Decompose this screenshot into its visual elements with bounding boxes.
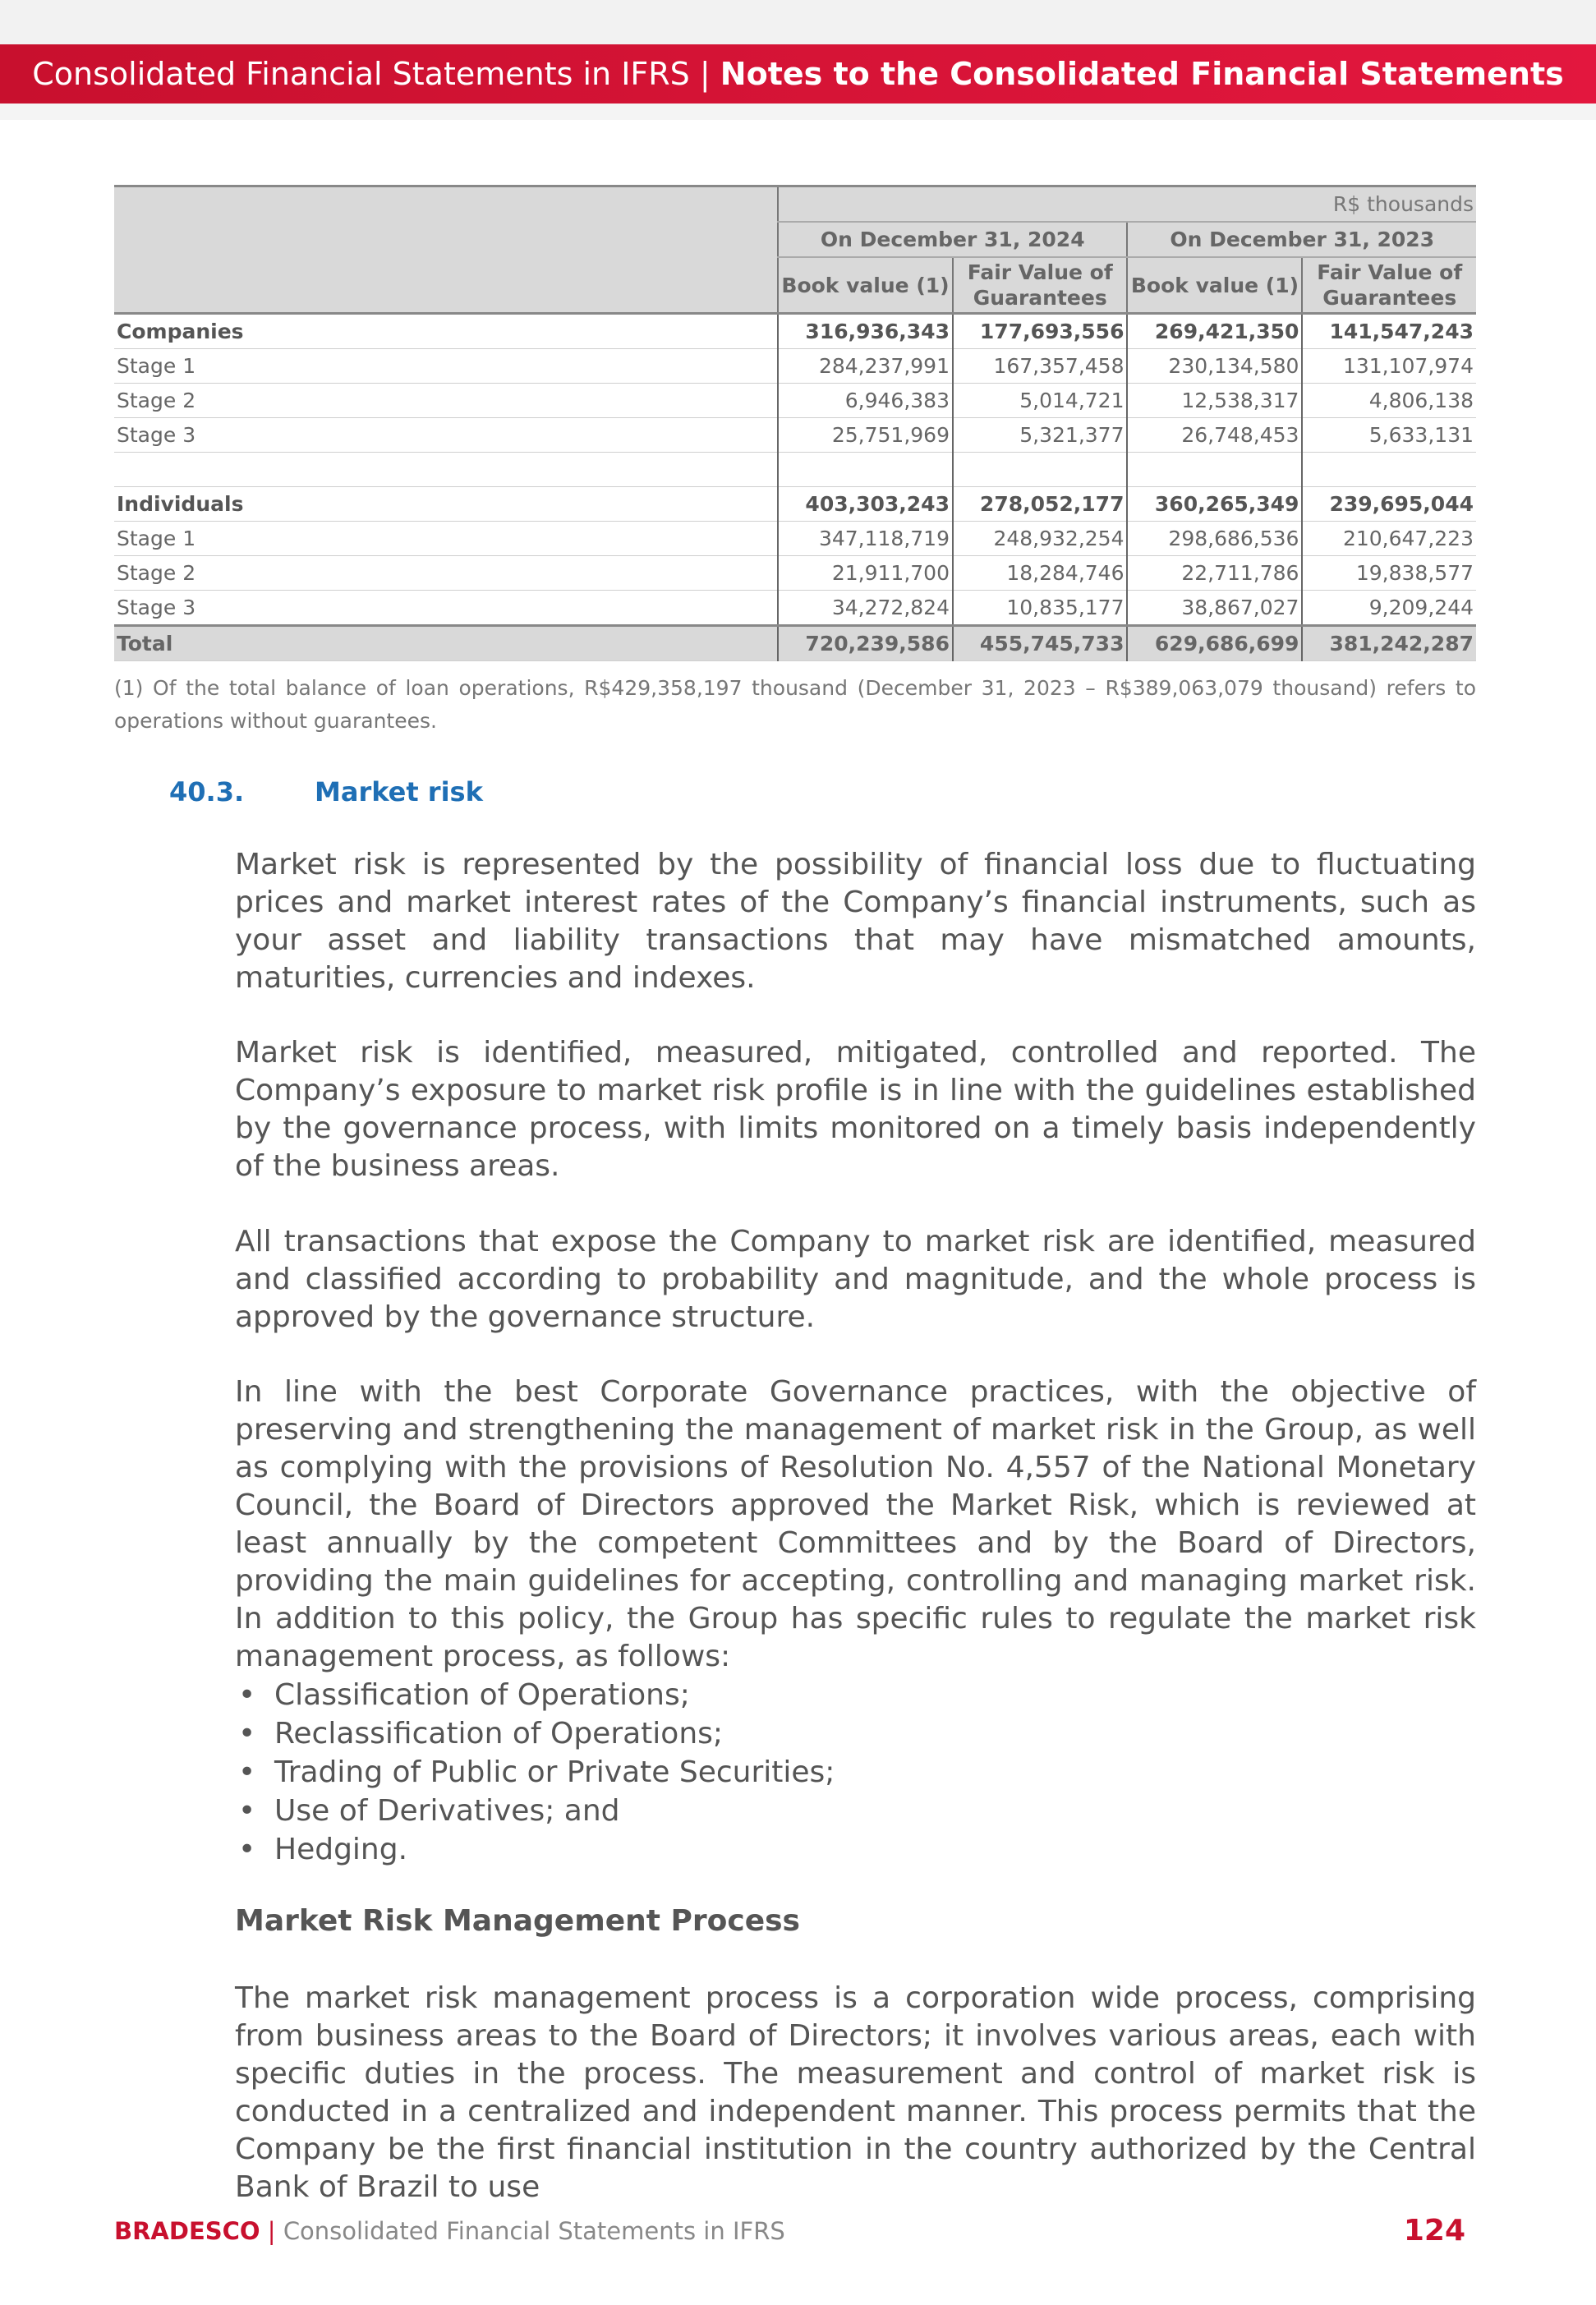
header-shadow bbox=[0, 104, 1596, 120]
cell: 381,242,287 bbox=[1302, 626, 1476, 661]
paragraph: In line with the best Corporate Governance practices, with the objective of preserving and strengthening the management of market risk in the Group, as well as complying with the provisions of Resolution No. 4,557 of the National Monetary Council, the Board of Directors approved the Market Risk, which is reviewed at least annually by the competent Committees and by the Board of Directors, providing the main guidelines for accepting, controlling and managing market risk. In addition to this policy, the Group has specific rules to regulate the market risk management process, as follows: bbox=[235, 1375, 1476, 1673]
table-row bbox=[114, 556, 1476, 591]
cell: 455,745,733 bbox=[953, 626, 1128, 661]
bullet-icon: • bbox=[238, 1717, 256, 1751]
header-title-bold: Notes to the Consolidated Financial Statements bbox=[720, 56, 1564, 92]
page-footer bbox=[114, 2214, 1465, 2247]
cell: 5,633,131 bbox=[1302, 418, 1476, 453]
row-label: Total bbox=[114, 626, 778, 661]
bullet-icon: • bbox=[238, 1755, 256, 1789]
page-top-margin bbox=[0, 0, 1596, 44]
cell: 316,936,343 bbox=[778, 314, 953, 349]
row-label: Stage 1 bbox=[117, 354, 196, 378]
period-header-2024: On December 31, 2024 bbox=[778, 222, 1127, 257]
cell: 34,272,824 bbox=[778, 591, 953, 626]
cell: 167,357,458 bbox=[953, 349, 1128, 384]
table-row bbox=[114, 522, 1476, 556]
rules-list bbox=[235, 1676, 835, 1869]
section-heading bbox=[169, 776, 483, 807]
footer-doc-title: Consolidated Financial Statements in IFRS bbox=[283, 2216, 785, 2245]
cell: 19,838,577 bbox=[1302, 556, 1476, 591]
row-label: Companies bbox=[117, 320, 244, 343]
cell: 239,695,044 bbox=[1302, 487, 1476, 522]
bullet-icon: • bbox=[238, 1833, 256, 1866]
bullet-icon: • bbox=[238, 1678, 256, 1712]
footer-separator: | bbox=[260, 2216, 283, 2245]
list-item bbox=[235, 1753, 835, 1792]
cell: 298,686,536 bbox=[1127, 522, 1302, 556]
row-label: Stage 3 bbox=[117, 596, 196, 619]
table-row bbox=[114, 418, 1476, 453]
cell: 5,014,721 bbox=[953, 384, 1128, 418]
paragraph: All transactions that expose the Company to market risk are identified, measured and classified according to probability and magnitude, and the whole process is approved by the governance structure. bbox=[235, 1225, 1476, 1334]
cell: 230,134,580 bbox=[1127, 349, 1302, 384]
cell: 4,806,138 bbox=[1302, 384, 1476, 418]
list-item bbox=[235, 1676, 835, 1714]
paragraph: Market risk is identified, measured, mitigated, controlled and reported. The Company’s exposure to market risk profile is in line with the guidelines established by the governance process, with limits monitored on a timely basis independently of the business areas. bbox=[235, 1036, 1476, 1183]
cell: 360,265,349 bbox=[1127, 487, 1302, 522]
cell: 141,547,243 bbox=[1302, 314, 1476, 349]
credit-guarantees-table bbox=[114, 185, 1476, 661]
cell: 38,867,027 bbox=[1127, 591, 1302, 626]
row-label: Stage 2 bbox=[117, 389, 196, 412]
cell: 284,237,991 bbox=[778, 349, 953, 384]
table-row bbox=[114, 591, 1476, 626]
list-item-text: Use of Derivatives; and bbox=[274, 1794, 620, 1828]
cell: 278,052,177 bbox=[953, 487, 1128, 522]
cell: 6,946,383 bbox=[778, 384, 953, 418]
units-label: R$ thousands bbox=[778, 186, 1476, 223]
cell: 720,239,586 bbox=[778, 626, 953, 661]
list-item bbox=[235, 1830, 835, 1869]
list-item-text: Trading of Public or Private Securities; bbox=[274, 1755, 835, 1789]
cell: 629,686,699 bbox=[1127, 626, 1302, 661]
header-title-regular: Consolidated Financial Statements in IFRS | bbox=[32, 56, 720, 92]
brand-name: BRADESCO bbox=[114, 2216, 260, 2245]
list-item-text: Hedging. bbox=[274, 1833, 408, 1866]
bullet-icon: • bbox=[238, 1794, 256, 1828]
cell: 5,321,377 bbox=[953, 418, 1128, 453]
spacer-row bbox=[114, 453, 1476, 487]
list-item-text: Reclassification of Operations; bbox=[274, 1717, 724, 1751]
row-label: Stage 2 bbox=[117, 561, 196, 585]
cell: 22,711,786 bbox=[1127, 556, 1302, 591]
cell: 25,751,969 bbox=[778, 418, 953, 453]
list-item-text: Classification of Operations; bbox=[274, 1678, 690, 1712]
row-label: Stage 3 bbox=[117, 423, 196, 447]
table-corner bbox=[114, 186, 778, 314]
page-number: 124 bbox=[1403, 2214, 1465, 2247]
row-label: Stage 1 bbox=[117, 527, 196, 550]
row-label: Individuals bbox=[117, 492, 244, 516]
section-number: 40.3. bbox=[169, 776, 245, 807]
cell: 347,118,719 bbox=[778, 522, 953, 556]
total-row bbox=[114, 626, 1476, 661]
paragraph: The market risk management process is a corporation wide process, comprising from business areas to the Board of Directors; it involves various areas, each with specific duties in the process. The measurement and control of market risk is conducted in a centralized and independent manner. This process permits that the Company be the first financial institution in the country authorized by the Central Bank of Brazil to use bbox=[235, 1981, 1476, 2204]
table-row bbox=[114, 349, 1476, 384]
cell: 18,284,746 bbox=[953, 556, 1128, 591]
cell: 9,209,244 bbox=[1302, 591, 1476, 626]
paragraph: Market risk is represented by the possibility of financial loss due to fluctuating prices and market interest rates of the Company’s financial instruments, such as your asset and liability transactions that may have mismatched amounts, maturities, currencies and indexes. bbox=[235, 848, 1476, 995]
page-header bbox=[0, 44, 1596, 104]
table-footnote: (1) Of the total balance of loan operations, R$429,358,197 thousand (December 31, 2023 – R$389,063,079 thousand) refers to operations without guarantees. bbox=[114, 676, 1476, 733]
cell: 12,538,317 bbox=[1127, 384, 1302, 418]
cell: 10,835,177 bbox=[953, 591, 1128, 626]
col-header: Fair Value of Guarantees bbox=[953, 257, 1128, 314]
cell: 131,107,974 bbox=[1302, 349, 1476, 384]
cell: 21,911,700 bbox=[778, 556, 953, 591]
cell: 403,303,243 bbox=[778, 487, 953, 522]
col-header: Fair Value of Guarantees bbox=[1302, 257, 1476, 314]
cell: 177,693,556 bbox=[953, 314, 1128, 349]
col-header: Book value (1) bbox=[778, 257, 953, 314]
cell: 269,421,350 bbox=[1127, 314, 1302, 349]
cell: 248,932,254 bbox=[953, 522, 1128, 556]
period-header-2023: On December 31, 2023 bbox=[1127, 222, 1476, 257]
cell: 210,647,223 bbox=[1302, 522, 1476, 556]
section-title: Market risk bbox=[315, 776, 483, 807]
col-header: Book value (1) bbox=[1127, 257, 1302, 314]
cell: 26,748,453 bbox=[1127, 418, 1302, 453]
list-item bbox=[235, 1714, 835, 1753]
table-row bbox=[114, 314, 1476, 349]
table-row bbox=[114, 384, 1476, 418]
list-item bbox=[235, 1792, 835, 1830]
table-row bbox=[114, 487, 1476, 522]
subheading: Market Risk Management Process bbox=[235, 1904, 800, 1938]
footer-left bbox=[114, 2217, 785, 2245]
